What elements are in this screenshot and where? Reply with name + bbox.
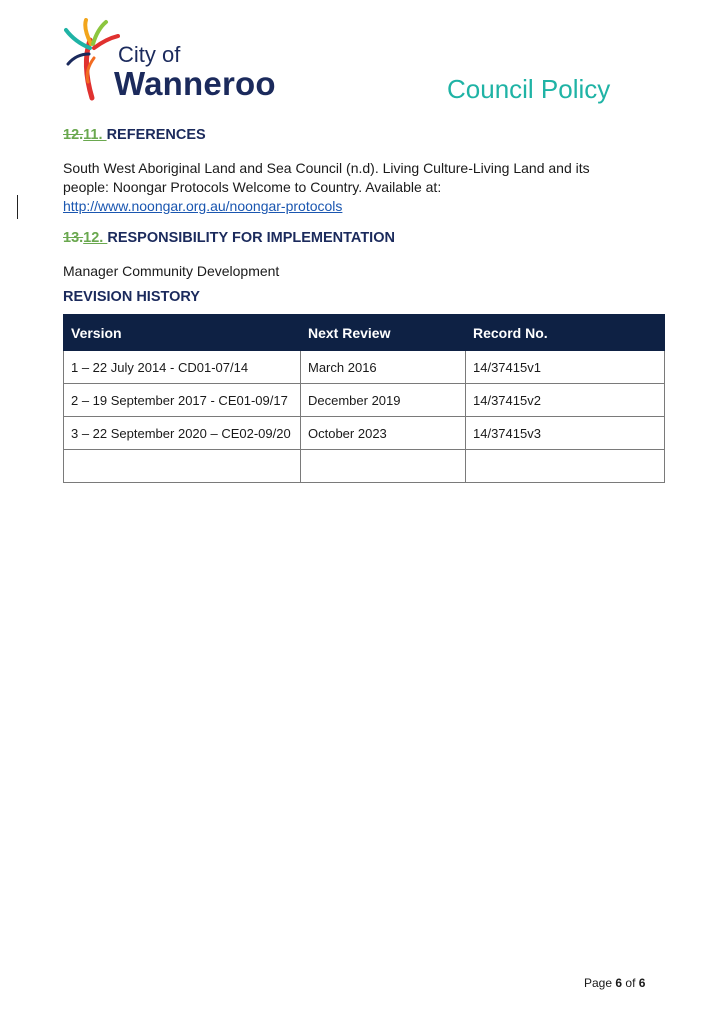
noongar-protocols-link[interactable]: http://www.noongar.org.au/noongar-protocols — [63, 198, 343, 214]
document-type-title: Council Policy — [447, 74, 611, 104]
page-number — [584, 976, 645, 990]
cell-next-review — [301, 450, 466, 483]
responsibility-text: Manager Community Development — [63, 263, 280, 279]
city-of-wanneroo-logo — [64, 18, 294, 102]
logo-line-1: City of — [118, 42, 181, 67]
inserted-section-number: 11. — [83, 127, 107, 143]
revision-history-title: REVISION HISTORY — [63, 289, 200, 305]
section-title: REFERENCES — [106, 127, 206, 143]
cell-version: 2 – 19 September 2017 - CE01-09/17 — [64, 384, 301, 417]
table-header-row — [64, 315, 665, 351]
cell-record-no: 14/37415v3 — [466, 417, 665, 450]
table-row — [64, 417, 665, 450]
section-heading-references — [63, 127, 206, 143]
cell-record-no — [466, 450, 665, 483]
table-row — [64, 384, 665, 417]
header-version: Version — [64, 315, 301, 351]
logo-line-2: Wanneroo — [114, 65, 276, 102]
cell-version: 1 – 22 July 2014 - CD01-07/14 — [64, 351, 301, 384]
cell-record-no: 14/37415v1 — [466, 351, 665, 384]
revision-history-table — [63, 314, 665, 483]
table-row — [64, 351, 665, 384]
cell-record-no: 14/37415v2 — [466, 384, 665, 417]
cell-next-review: October 2023 — [301, 417, 466, 450]
change-bar — [17, 195, 18, 219]
references-text: South West Aboriginal Land and Sea Council (n.d). Living Culture-Living Land and its people: Noongar Protocols Welcome to Country. Available at: — [63, 160, 590, 195]
page-total: 6 — [638, 976, 646, 990]
section-title: RESPONSIBILITY FOR IMPLEMENTATION — [107, 230, 395, 246]
deleted-section-number: 13. — [63, 230, 84, 246]
page-current: 6 — [615, 976, 623, 990]
page-of: of — [625, 976, 636, 990]
inserted-section-number: 12. — [83, 230, 108, 246]
page-prefix: Page — [584, 976, 613, 990]
cell-version — [64, 450, 301, 483]
cell-version: 3 – 22 September 2020 – CE02-09/20 — [64, 417, 301, 450]
header-record-no: Record No. — [466, 315, 665, 351]
cell-next-review: December 2019 — [301, 384, 466, 417]
references-paragraph — [63, 159, 623, 216]
deleted-section-number: 12. — [63, 127, 84, 143]
cell-next-review: March 2016 — [301, 351, 466, 384]
table-row — [64, 450, 665, 483]
section-heading-responsibility — [63, 230, 395, 246]
header-next-review: Next Review — [301, 315, 466, 351]
